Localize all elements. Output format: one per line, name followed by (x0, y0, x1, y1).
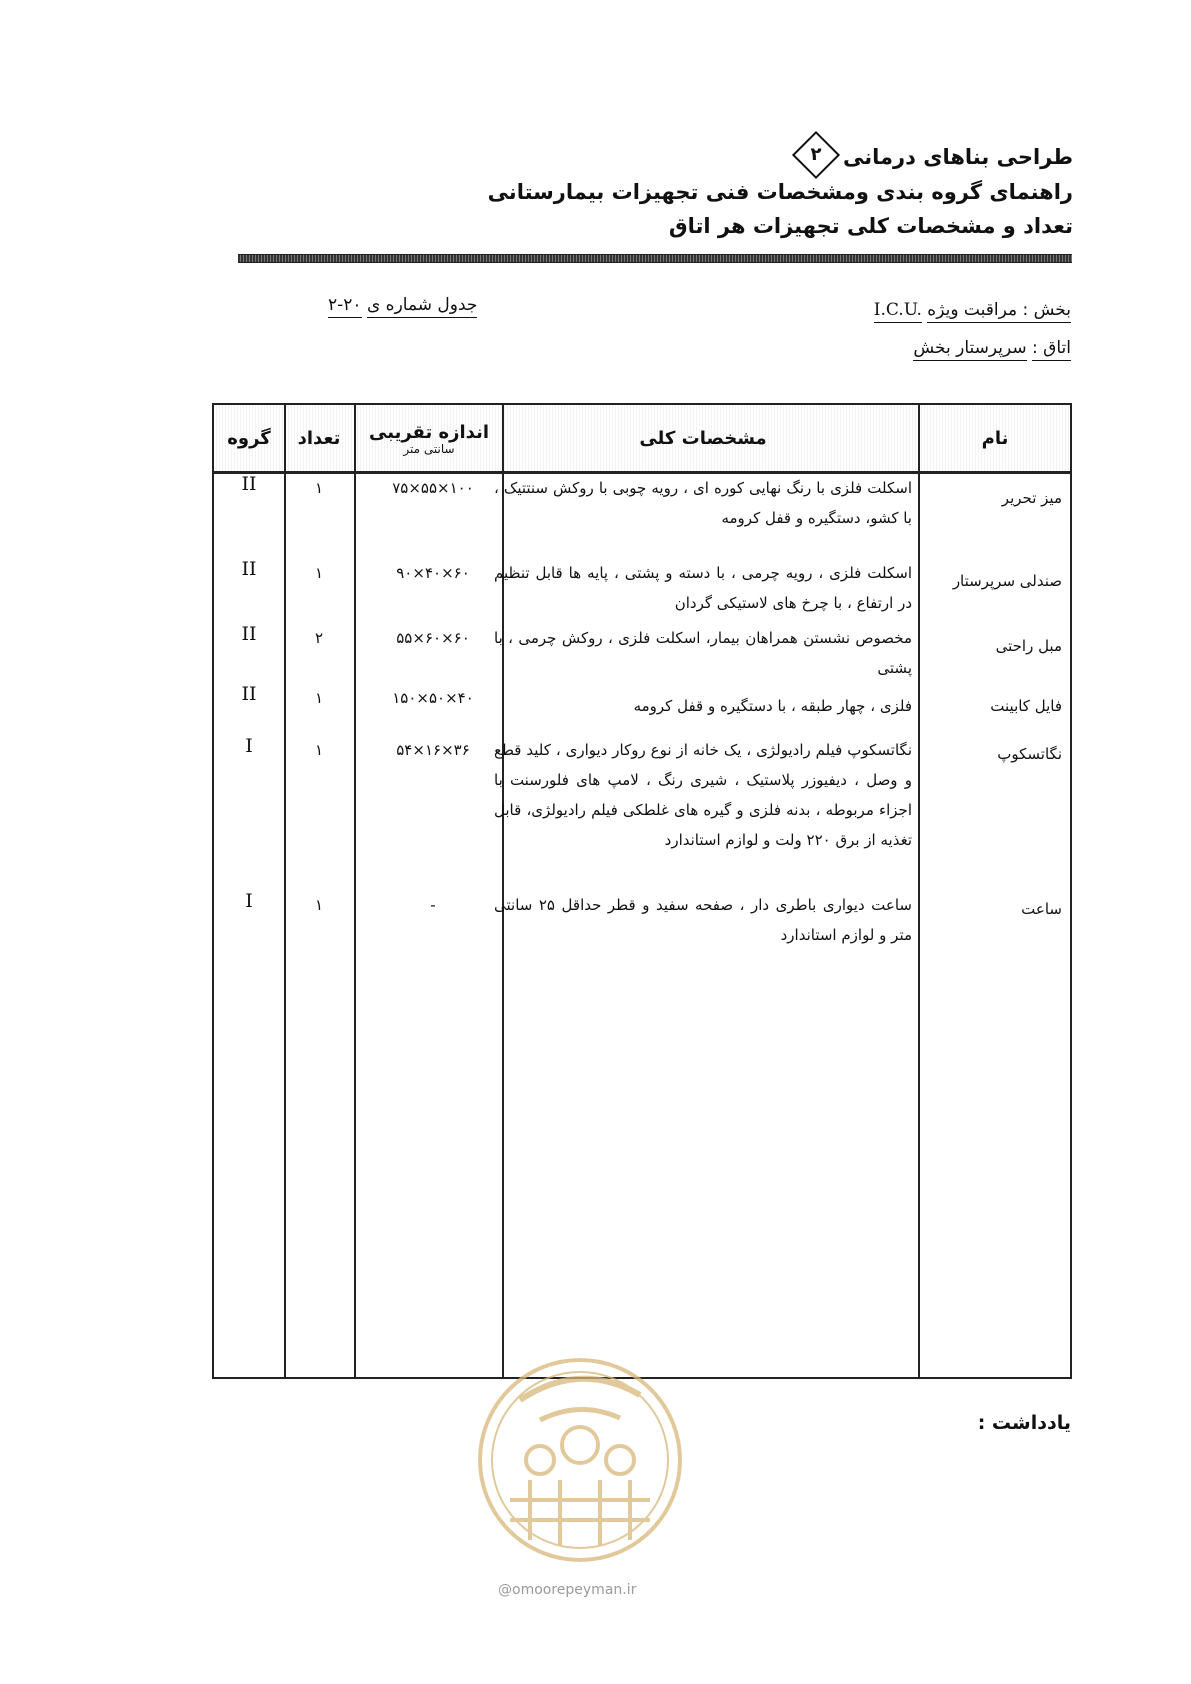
item-qty: ۱ (314, 896, 324, 914)
header-line-1 (173, 140, 1073, 175)
column-spec-header: مشخصات کلی (639, 427, 767, 449)
item-name: میز تحریر (1001, 489, 1062, 507)
room-label: اتاق : (1032, 338, 1071, 361)
watermark-site: @omoorepeyman.ir (498, 1582, 637, 1598)
table-header (214, 405, 1070, 474)
table-number: ۲۰-۲ (328, 295, 362, 318)
header-title: طراحی بناهای درمانی (843, 145, 1073, 169)
header-line-3: تعداد و مشخصات کلی تجهیزات هر اتاق (668, 214, 1073, 238)
column-size-header (354, 405, 504, 471)
item-spec: اسکلت فلزی ، رویه چرمی ، با دسته و پشتی ، پایه ها قابل تنظیم در ارتفاع ، با چرخ های لاستیکی گردان (494, 564, 912, 612)
page-header (173, 140, 1073, 243)
table-label: جدول شماره ی (367, 295, 477, 318)
section-label: بخش : مراقبت ویژه (927, 300, 1071, 323)
item-qty: ۱ (314, 689, 324, 707)
column-size-title: اندازه تقریبی (369, 421, 489, 443)
item-group: II (241, 623, 257, 645)
equipment-table (212, 403, 1072, 1379)
item-spec: ساعت دیواری باطری دار ، صفحه سفید و قطر حداقل ۲۵ سانتی متر و لوازم استاندارد (494, 896, 912, 944)
column-divider (354, 405, 356, 1377)
item-name: صندلی سرپرستار (952, 572, 1062, 590)
item-spec: مخصوص نشستن همراهان بیمار، اسکلت فلزی ، روکش چرمی ، با پشتی (494, 629, 912, 677)
item-spec: اسکلت فلزی با رنگ نهایی کوره ای ، رویه چوبی با روکش سنتتیک ، با کشو، دستگیره و قفل کرومه (494, 479, 912, 527)
item-name: ساعت (1021, 900, 1062, 918)
item-name: مبل راحتی (995, 637, 1062, 655)
item-qty: ۲ (314, 629, 324, 647)
volume-badge (792, 131, 840, 179)
item-group: II (241, 473, 257, 495)
column-size-unit: سانتی متر (403, 441, 455, 456)
item-group: II (241, 558, 257, 580)
section-field (874, 300, 1071, 320)
item-size: ۳۶×۱۶×۵۴ (396, 741, 470, 759)
item-size: ۶۰×۴۰×۹۰ (396, 564, 470, 582)
item-size: ۴۰×۵۰×۱۵۰ (392, 689, 474, 707)
item-name: فایل کابینت (990, 697, 1062, 715)
item-qty: ۱ (314, 564, 324, 582)
header-rule (238, 254, 1072, 263)
header-line-2: راهنمای گروه بندی ومشخصات فنی تجهیزات بیمارستانی (487, 180, 1073, 204)
room-value: سرپرستار بخش (913, 338, 1026, 361)
item-spec: نگاتسکوپ فیلم رادیولژی ، یک خانه از نوع روکار دیواری ، کلید قطع و وصل ، دیفیوزر پلاستیک ، شیری رنگ ، لامپ های فلورسنت با اجزاء مربوطه ، بدنه فلزی و گیره های غلطکی فیلم رادیولژی، قابل تغذیه از برق ۲۲۰ ولت و لوازم استاندارد (494, 741, 912, 849)
section-code: I.C.U. (874, 300, 922, 323)
column-name-header: نام (981, 427, 1009, 449)
item-size: ۶۰×۶۰×۵۵ (396, 629, 470, 647)
item-qty: ۱ (314, 741, 324, 759)
item-group: II (241, 683, 257, 705)
volume-number: ۲ (810, 144, 822, 165)
item-spec: فلزی ، چهار طبقه ، با دستگیره و قفل کرومه (633, 697, 912, 715)
column-group-header: گروه (227, 427, 271, 449)
table-number-field (328, 295, 477, 315)
room-field (913, 338, 1071, 358)
item-group: I (245, 890, 253, 912)
seal-logo-icon (470, 1340, 690, 1570)
item-size: ۱۰۰×۵۵×۷۵ (392, 479, 474, 497)
column-qty-header: تعداد (297, 427, 341, 449)
item-group: I (245, 735, 253, 757)
item-size: - (430, 896, 436, 914)
column-divider (918, 405, 920, 1377)
note-label: یادداشت : (977, 1412, 1071, 1434)
item-name: نگاتسکوپ (997, 745, 1062, 763)
item-qty: ۱ (314, 479, 324, 497)
